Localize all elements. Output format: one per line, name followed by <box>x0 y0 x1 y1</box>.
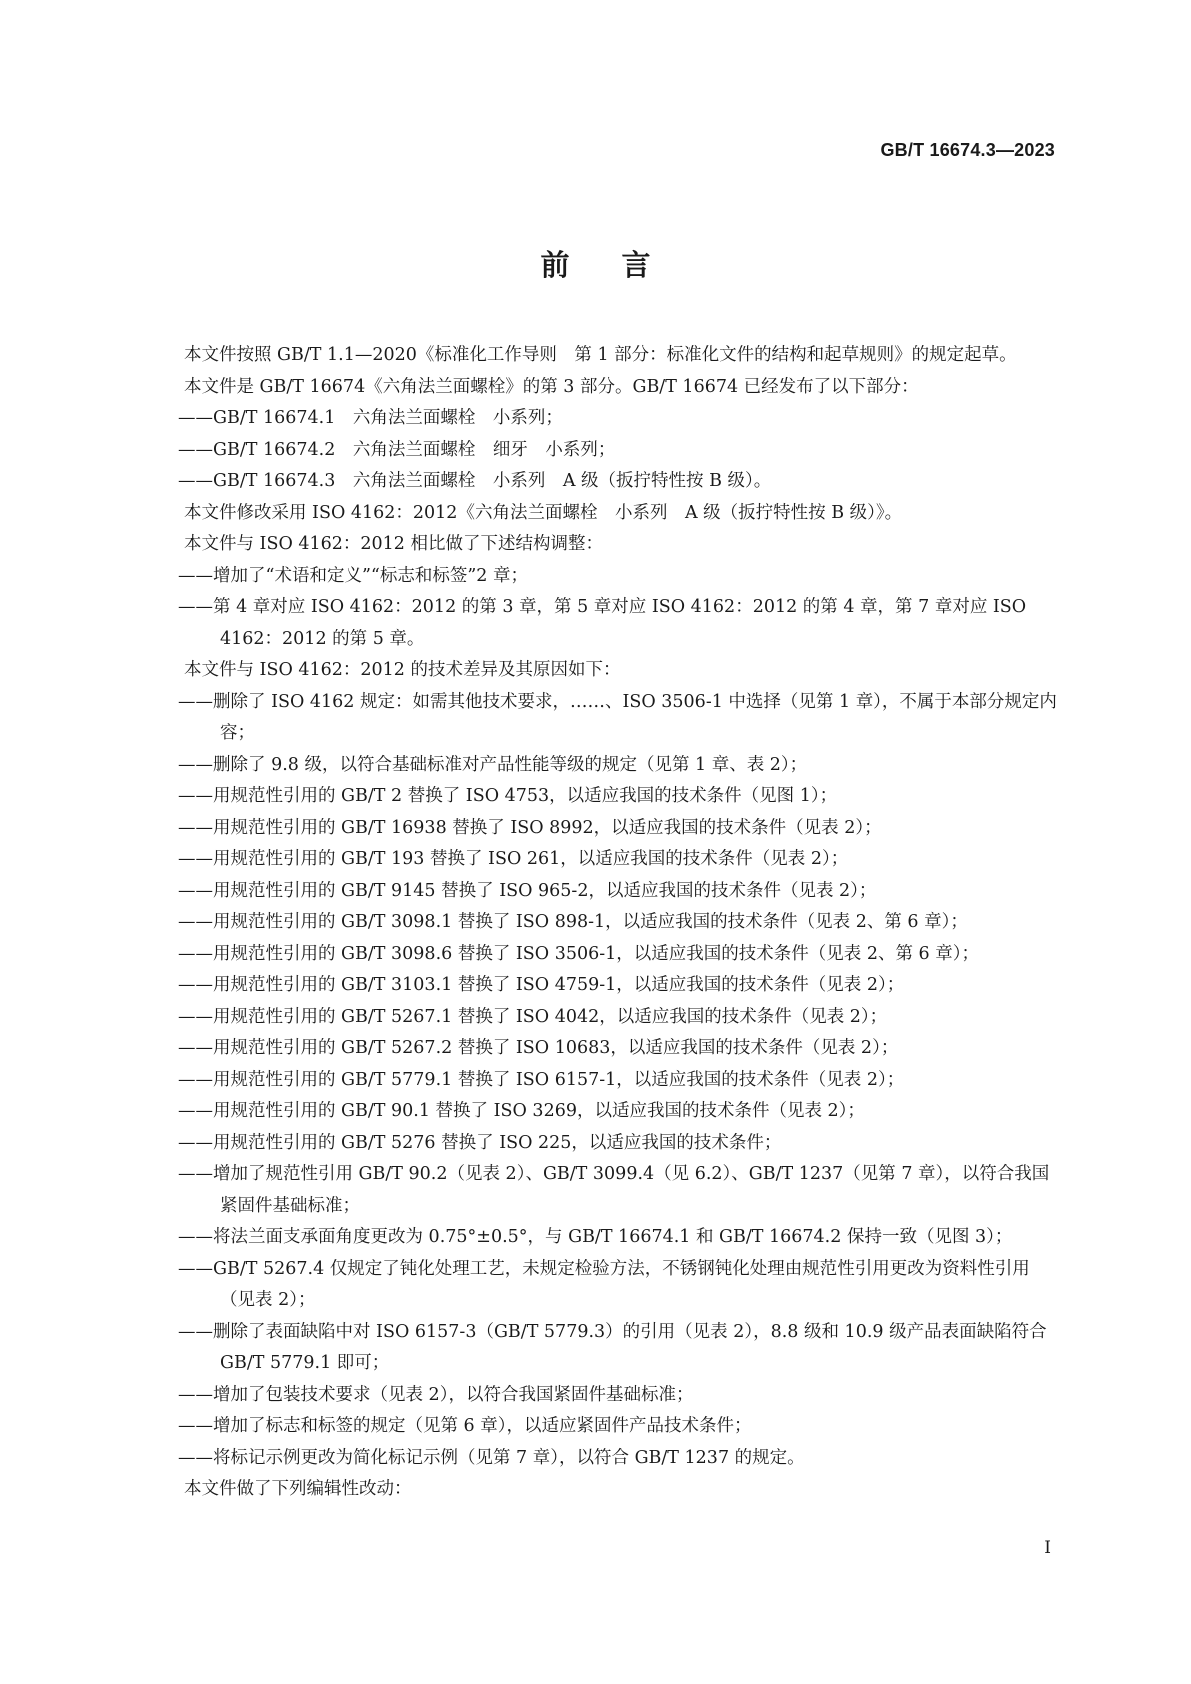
list-item: ——用规范性引用的 GB/T 5267.1 替换了 ISO 4042，以适应我国的技术条件（见表 2）； <box>178 1006 888 1027</box>
list-item: ——GB/T 5267.4 仅规定了钝化处理工艺，未规定检验方法，不锈钢钝化处理由规范性引用更改为资料性引用（见表 2）； <box>178 1258 1030 1310</box>
structure-changes-intro: 本文件与 ISO 4162：2012 相比做了下述结构调整： <box>184 534 604 554</box>
list-item: ——用规范性引用的 GB/T 2 替换了 ISO 4753，以适应我国的技术条件（见图 1）； <box>178 786 838 806</box>
list-item: ——GB/T 16674.2 六角法兰面螺栓 细牙 小系列； <box>178 439 616 460</box>
list-item: ——用规范性引用的 GB/T 90.1 替换了 ISO 3269，以适应我国的技术条件（见表 2）； <box>178 1101 865 1121</box>
list-item: ——用规范性引用的 GB/T 5779.1 替换了 ISO 6157-1，以适应我国的技术条件（见表 2）； <box>178 1069 905 1090</box>
list-item: ——删除了 9.8 级，以符合基础标准对产品性能等级的规定（见第 1 章、表 2）； <box>178 754 808 775</box>
adoption-paragraph: 本文件修改采用 ISO 4162：2012《六角法兰面螺栓 小系列 A 级（扳拧特性按 B 级）》。 <box>184 502 903 523</box>
page-title: 前言 <box>540 248 703 282</box>
list-item: ——删除了 ISO 4162 规定：如需其他技术要求，……、ISO 3506-1 中选择（见第 1 章），不属于本部分规定内容； <box>178 691 1057 743</box>
list-item: ——第 4 章对应 ISO 4162：2012 的第 3 章，第 5 章对应 ISO 4162：2012 的第 4 章，第 7 章对应 ISO 4162：2012 的第 5 章。 <box>178 597 1027 649</box>
list-item: ——将法兰面支承面角度更改为 0.75°±0.5°，与 GB/T 16674.1 和 GB/T 16674.2 保持一致（见图 3）； <box>178 1227 1013 1247</box>
technical-differences-intro: 本文件与 ISO 4162：2012 的技术差异及其原因如下： <box>184 660 621 680</box>
list-item: ——用规范性引用的 GB/T 3098.1 替换了 ISO 898-1，以适应我国的技术条件（见表 2、第 6 章）； <box>178 912 968 932</box>
structure-changes-list <box>142 561 1060 656</box>
standard-code-header: GB/T 16674.3—2023 <box>880 140 1055 160</box>
list-item: ——用规范性引用的 GB/T 9145 替换了 ISO 965-2，以适应我国的技术条件（见表 2）； <box>178 880 877 901</box>
list-item: ——用规范性引用的 GB/T 5276 替换了 ISO 225，以适应我国的技术条件； <box>178 1132 782 1153</box>
technical-differences-list <box>142 687 1060 1475</box>
list-item: ——用规范性引用的 GB/T 193 替换了 ISO 261，以适应我国的技术条件（见表 2）； <box>178 849 849 869</box>
list-item: ——GB/T 16674.3 六角法兰面螺栓 小系列 A 级（扳拧特性按 B 级）。 <box>178 471 772 491</box>
list-item: ——增加了包装技术要求（见表 2），以符合我国紧固件基础标准； <box>178 1384 694 1405</box>
parts-list <box>142 403 1060 498</box>
list-item: ——增加了“术语和定义”“标志和标签”2 章； <box>178 565 528 586</box>
list-item: ——增加了标志和标签的规定（见第 6 章），以适应紧固件产品技术条件； <box>178 1416 752 1436</box>
parts-intro-paragraph: 本文件是 GB/T 16674《六角法兰面螺栓》的第 3 部分。GB/T 16674 已经发布了以下部分： <box>184 376 919 397</box>
list-item: ——用规范性引用的 GB/T 3098.6 替换了 ISO 3506-1，以适应我国的技术条件（见表 2、第 6 章）； <box>178 943 979 964</box>
editorial-changes-intro: 本文件做了下列编辑性改动： <box>184 1479 412 1499</box>
intro-paragraph: 本文件按照 GB/T 1.1—2020《标准化工作导则 第 1 部分：标准化文件的结构和起草规则》的规定起草。 <box>184 345 1017 365</box>
list-item: ——将标记示例更改为简化标记示例（见第 7 章），以符合 GB/T 1237 的规定。 <box>178 1447 805 1468</box>
list-item: ——用规范性引用的 GB/T 3103.1 替换了 ISO 4759-1，以适应我国的技术条件（见表 2）； <box>178 975 905 995</box>
list-item: ——GB/T 16674.1 六角法兰面螺栓 小系列； <box>178 408 563 428</box>
document-body <box>142 340 1060 1506</box>
page-number: I <box>1044 1538 1051 1558</box>
list-item: ——用规范性引用的 GB/T 16938 替换了 ISO 8992，以适应我国的技术条件（见表 2）； <box>178 817 882 838</box>
list-item: ——用规范性引用的 GB/T 5267.2 替换了 ISO 10683，以适应我国的技术条件（见表 2）； <box>178 1038 899 1058</box>
list-item: ——增加了规范性引用 GB/T 90.2（见表 2）、GB/T 3099.4（见 6.2）、GB/T 1237（见第 7 章），以符合我国紧固件基础标准； <box>178 1164 1050 1216</box>
list-item: ——删除了表面缺陷中对 ISO 6157-3（GB/T 5779.3）的引用（见表 2），8.8 级和 10.9 级产品表面缺陷符合 GB/T 5779.1 即可； <box>178 1321 1047 1373</box>
